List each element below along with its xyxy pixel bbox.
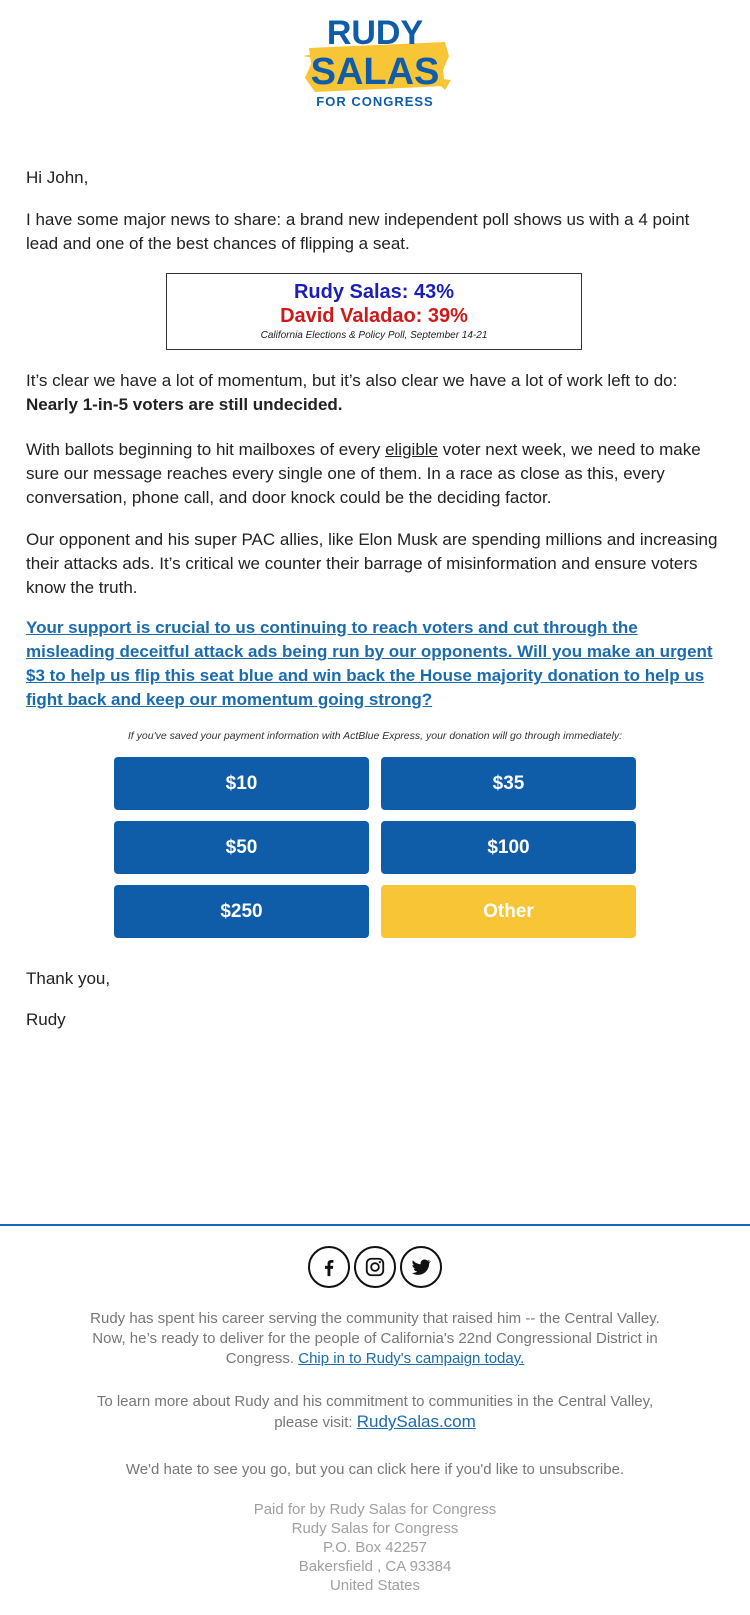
donate-100-button[interactable]: $100 bbox=[381, 821, 636, 874]
momentum-text: It’s clear we have a lot of momentum, but it’s also clear we have a lot of work left to do: bbox=[26, 371, 678, 390]
logo-line1: RUDY bbox=[326, 14, 424, 52]
ballots-text-before: With ballots beginning to hit mailboxes of every bbox=[26, 440, 386, 459]
logo-line2: SALAS bbox=[310, 51, 440, 93]
footer-learn-text: To learn more about Rudy and his commitment to communities in the Central Valley, please visit: bbox=[96, 1393, 654, 1431]
poll-source: California Elections & Policy Poll, September 14-21 bbox=[260, 330, 488, 341]
po-box-line: P.O. Box 42257 bbox=[323, 1539, 427, 1556]
paragraph-opponent: Our opponent and his super PAC allies, like Elon Musk are spending millions and increasing their attacks ads. It’s critical we counter their barrage of misinformation and ensure voters know the truth. bbox=[26, 530, 718, 597]
twitter-icon[interactable] bbox=[400, 1246, 442, 1288]
footer-divider bbox=[0, 1224, 750, 1226]
website-link[interactable]: RudySalas.com bbox=[356, 1412, 476, 1431]
eligible-underline: eligible bbox=[385, 440, 439, 459]
ballots-text-after: voter next week, we need to make sure our message reaches every single one of them. In a race as close as this, every conversation, phone call, and door knock could be the deciding factor. bbox=[26, 440, 701, 507]
logo-line3: FOR CONGRESS bbox=[316, 94, 434, 109]
signoff-name: Rudy bbox=[26, 1010, 66, 1029]
city-line: Bakersfield , CA 93384 bbox=[298, 1558, 452, 1575]
org-line: Rudy Salas for Congress bbox=[291, 1520, 459, 1537]
country-line: United States bbox=[329, 1577, 421, 1594]
unsubscribe-text[interactable]: We'd hate to see you go, but you can click here if you'd like to unsubscribe. bbox=[125, 1461, 625, 1478]
donate-250-button[interactable]: $250 bbox=[114, 885, 369, 938]
social-links bbox=[0, 1246, 750, 1288]
donate-50-button[interactable]: $50 bbox=[114, 821, 369, 874]
thank-you: Thank you, bbox=[26, 969, 111, 988]
donate-other-button[interactable]: Other bbox=[381, 885, 636, 938]
paragraph-poll-news: I have some major news to share: a brand new independent poll shows us with a 4 point lead and one of the best chances of flipping a seat. bbox=[26, 210, 690, 253]
cta-donate-link[interactable]: Your support is crucial to us continuing to reach voters and cut through the misleading deceitful attack ads being run by our opponents. Will you make an urgent $3 to help us flip this seat blue and win back the House majority donation to help us fight back and keep our momentum going strong? bbox=[26, 618, 713, 709]
undecided-bold: Nearly 1-in-5 voters are still undecided. bbox=[26, 395, 343, 414]
footer-about-text: Rudy has spent his career serving the community that raised him -- the Central Valley. Now, he’s ready to deliver for the people of California's 22nd Congressional District in Congress. bbox=[90, 1310, 660, 1367]
instagram-icon[interactable] bbox=[354, 1246, 396, 1288]
footer-about bbox=[90, 1309, 660, 1369]
campaign-logo bbox=[0, 8, 750, 112]
poll-salas: Rudy Salas: 43% bbox=[293, 281, 455, 303]
actblue-express-note: If you've saved your payment information with ActBlue Express, your donation will go through immediately: bbox=[127, 730, 623, 742]
poll-results-box bbox=[166, 273, 582, 350]
chip-in-link[interactable]: Chip in to Rudy's campaign today. bbox=[298, 1350, 525, 1367]
donate-10-button[interactable]: $10 bbox=[114, 757, 369, 810]
greeting: Hi John, bbox=[26, 168, 89, 187]
paragraph-ballots bbox=[26, 438, 726, 510]
logo-graphic bbox=[295, 8, 455, 112]
paid-for-line: Paid for by Rudy Salas for Congress bbox=[253, 1501, 497, 1518]
poll-valadao: David Valadao: 39% bbox=[280, 305, 468, 327]
footer-address bbox=[0, 1500, 750, 1595]
facebook-icon[interactable] bbox=[308, 1246, 350, 1288]
donate-35-button[interactable]: $35 bbox=[381, 757, 636, 810]
footer-learn-more bbox=[90, 1392, 660, 1433]
paragraph-momentum bbox=[26, 369, 726, 417]
cta-paragraph bbox=[26, 616, 726, 712]
